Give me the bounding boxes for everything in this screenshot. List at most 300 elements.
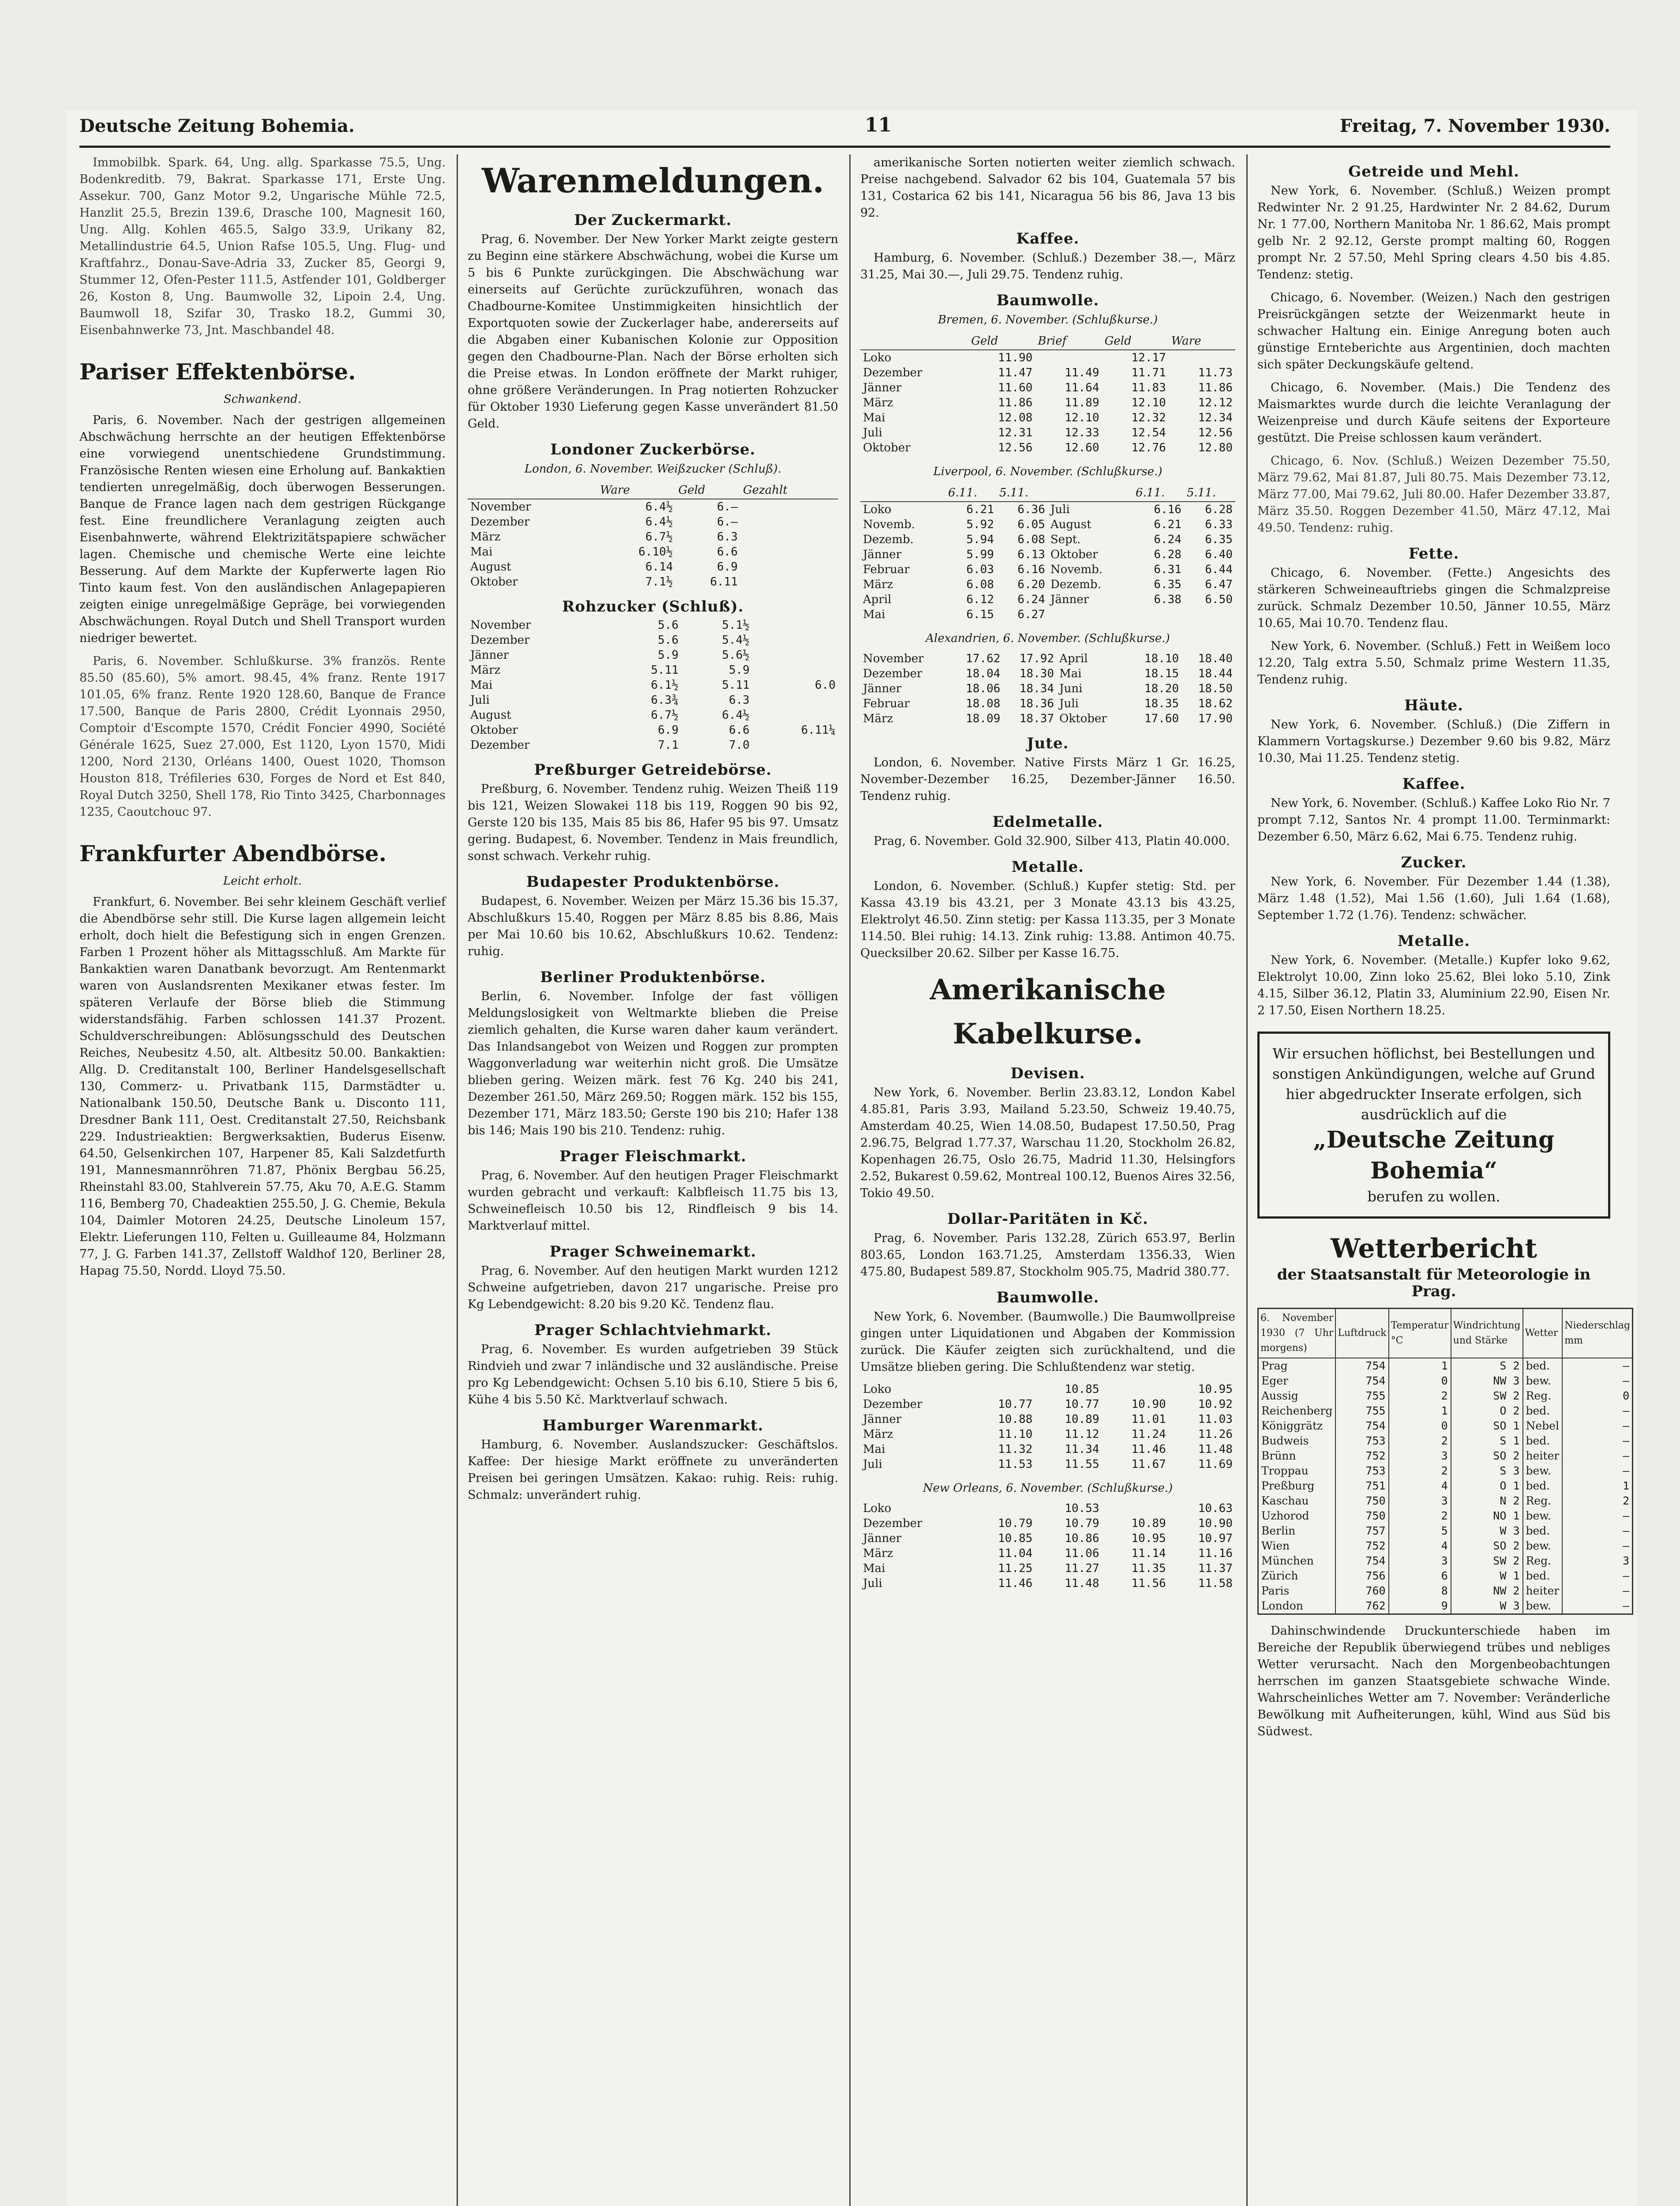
frankfurt-exchange-subheading: Leicht erholt. [223,874,302,888]
table-cell: März [863,396,893,409]
table-row [860,1382,1235,1397]
table-cell: 6.38 [1154,593,1181,606]
table-cell: S 3 [1451,1463,1523,1478]
table-cell: 6.40 [1205,548,1233,561]
table-row [468,499,838,514]
table-header-cell: Luftdruck [1335,1309,1388,1358]
table-row [1258,1403,1633,1418]
table-cell [752,663,838,678]
table-header-cell: Geld [968,333,1035,350]
table-cell [740,559,838,574]
table-cell: 5.1½ [722,619,750,632]
table-cell: 6.35 [1205,533,1233,546]
table-cell: 11.48 [1198,1443,1233,1456]
table-cell: 18.50 [1198,682,1233,695]
table-cell: 6.33 [1205,518,1233,531]
table-cell: 11.46 [1131,1443,1166,1456]
table-cell: London [1258,1598,1336,1614]
budapest-heading: Budapester Produktenbörse. [526,873,780,891]
table-row [468,544,838,559]
table-row [468,648,838,663]
table-header-cell: Temperatur °C [1389,1309,1451,1358]
table-row [468,529,838,544]
table-cell: Oktober [470,575,518,589]
table-cell: 6.35 [1154,578,1181,591]
table-cell: bed. [1523,1358,1563,1373]
table-row [860,1501,1235,1516]
table-cell: Nebel [1523,1418,1563,1433]
table-cell: 18.08 [966,697,1001,710]
table-cell: 6.4½ [645,500,673,514]
table-row [1258,1448,1633,1463]
alexandria-subheading: Alexandrien, 6. November. (Schlußkurse.) [926,632,1170,645]
cotton-heading: Baumwolle. [996,292,1099,309]
ny-sugar-report: New York, 6. November. Für Dezember 1.44 (1.38), März 1.48 (1.52), Mai 1.56 (1.60), Juli 1.64 (1.68), September 1.72 (1.76). Tendenz: schwächer. [1257,875,1610,922]
chicago-wheat-report: Chicago, 6. November. (Weizen.) Nach den gestrigen Preisrückgängen setzte der Weizenmarkt heute in schwacher Haltung ein. Einige Anregung boten auch günstige Ernteberichte aus Argentinien, doch machten sich später Deckungskäufe geltend. [1257,291,1610,371]
chicago-quotes: Chicago, 6. Nov. (Schluß.) Weizen Dezember 75.50, März 79.62, Mai 81.87, Juli 80.75. Mais Dezember 73.12, März 77.00, Mai 79.62, Juli 80.00. Hafer Dezember 33.87, März 35.50. Roggen Dezember 41.50, März 47.12, Mai 49.50. Tendenz: ruhig. [1257,454,1610,535]
table-cell: 0 [1562,1388,1632,1403]
table-cell: 12.32 [1131,411,1166,424]
american-coffee-note: amerikanische Sorten notierten weiter ziemlich schwach. Preise nachgebend. Salvador 62 bis 104, Guatemala 57 bis 131, Costarica 62 bis 141, Nicaragua 56 bis 86, Java 13 bis 92. [860,156,1235,220]
table-cell: 6.13 [1017,548,1045,561]
table-cell: Dezember [470,739,530,752]
table-cell: Mai [863,411,885,424]
table-row [1258,1433,1633,1448]
notice-newspaper-name: „Deutsche Zeitung Bohemia“ [1313,1126,1555,1184]
coffee-heading: Kaffee. [1016,230,1080,248]
table-cell: 10.95 [1131,1532,1166,1545]
table-cell: — [1562,1418,1632,1433]
cable-rates-heading: Amerikanische Kabelkurse. [930,973,1166,1050]
table-cell: Juli [470,694,490,707]
raw-sugar-heading: Rohzucker (Schluß). [562,598,744,615]
table-cell: 18.06 [966,682,1001,695]
table-cell: 18.04 [966,667,1001,680]
table-cell: 7.1½ [645,575,673,589]
table-cell: 11.73 [1198,366,1233,379]
table-cell: bew. [1523,1598,1563,1614]
table-cell [968,1501,1035,1516]
table-cell: 10.79 [998,1517,1033,1530]
table-cell: 11.16 [1198,1547,1233,1560]
london-sugar-subheading: London, 6. November. Weißzucker (Schluß). [524,462,782,476]
table-cell [1133,607,1184,622]
table-cell: 5.6 [658,619,679,632]
table-cell: Jänner [863,381,902,394]
table-cell: Februar [863,563,910,576]
table-cell: 6.6 [717,545,738,559]
table-cell: 17.60 [1144,712,1179,725]
table-cell: Jänner [863,548,902,561]
table-row [860,651,1235,666]
table-cell: 10.85 [1065,1383,1099,1396]
table-cell: 0 [1389,1418,1451,1433]
table-row [468,618,838,633]
table-cell: NW 3 [1451,1373,1523,1388]
table-cell: Juli [863,426,882,439]
table-row [1258,1568,1633,1583]
table-cell: 5.94 [966,533,994,546]
table-cell: 751 [1335,1478,1388,1493]
table-cell: 11.64 [1065,381,1099,394]
table-cell: 10.89 [1131,1517,1166,1530]
table-row [1258,1508,1633,1523]
paris-exchange-heading: Pariser Effektenbörse. [79,359,356,385]
table-cell: 11.58 [1198,1577,1233,1590]
table-row [860,607,1235,622]
table-row [860,532,1235,547]
weather-subheading: der Staatsanstalt für Meteorologie in Prag. [1277,1266,1591,1300]
liverpool-subheading: Liverpool, 6. November. (Schlußkurse.) [933,465,1162,478]
table-row [468,708,838,723]
table-cell [740,529,838,544]
table-row [860,1442,1235,1457]
table-cell: bed. [1523,1523,1563,1538]
bremen-subheading: Bremen, 6. November. (Schlußkurse.) [938,313,1158,326]
table-cell: 11.90 [998,351,1033,364]
table-cell: 752 [1335,1538,1388,1553]
table-cell: August [470,709,511,722]
table-cell [1184,607,1235,622]
table-cell: Königgrätz [1258,1418,1336,1433]
table-cell: 18.35 [1144,697,1179,710]
table-cell: Loko [863,503,892,516]
table-header-cell: Niederschlag mm [1562,1309,1632,1358]
precious-metals-heading: Edelmetalle. [992,813,1103,831]
table-row [468,514,838,529]
table-cell: Jänner [470,649,509,662]
table-cell: 12.33 [1065,426,1099,439]
table-cell: Loko [863,1383,892,1396]
table-cell: Mai [863,1443,885,1456]
table-cell: O 1 [1451,1478,1523,1493]
table-cell: 6.08 [1017,533,1045,546]
table-cell: Paris [1258,1583,1336,1598]
table-header-cell: Ware [1169,333,1235,350]
column-2 [468,154,838,2206]
column-3 [860,154,1235,2206]
table-cell: 1 [1562,1478,1632,1493]
table-cell: Juli [863,1577,882,1590]
table-cell: 3 [1562,1553,1632,1568]
table-cell: 6.28 [1205,503,1233,516]
table-cell: Eger [1258,1373,1336,1388]
table-row [1258,1598,1633,1614]
table-cell: 3 [1389,1448,1451,1463]
table-cell: — [1562,1358,1632,1373]
table-cell: 6.— [717,515,738,529]
table-cell: Juni [1059,682,1083,695]
table-cell: 5 [1389,1523,1451,1538]
table-row [860,681,1235,696]
table-cell: 6.03 [966,563,994,576]
frankfurt-exchange-heading: Frankfurter Abendbörse. [79,840,387,867]
table-cell: 750 [1335,1493,1388,1508]
table-cell: 12.12 [1198,396,1233,409]
sugar-market-heading: Der Zuckermarkt. [574,211,732,229]
table-cell: bed. [1523,1433,1563,1448]
column-1 [79,154,446,2206]
table-header-cell [468,482,597,499]
table-cell: 18.40 [1198,652,1233,665]
table-cell: NW 2 [1451,1583,1523,1598]
table-cell: 6.3¾ [651,694,679,707]
table-row [468,559,838,574]
table-cell [1102,1501,1169,1516]
table-cell: O 2 [1451,1403,1523,1418]
table-row [860,547,1235,562]
table-cell: 10.63 [1198,1502,1233,1515]
newspaper-page [66,110,1637,2206]
issue-date: Freitag, 7. November 1930. [1339,116,1610,136]
table-cell: 12.56 [998,441,1033,454]
table-cell: Oktober [863,441,911,454]
pressburg-heading: Preßburger Getreidebörse. [534,761,772,779]
table-cell: 2 [1389,1388,1451,1403]
table-cell [740,499,838,514]
table-row [468,574,838,589]
goods-reports-heading: Warenmeldungen. [481,161,825,200]
table-row [860,711,1235,726]
table-cell: 12.80 [1198,441,1233,454]
table-cell: Jänner [863,1413,902,1426]
table-cell: NO 1 [1451,1508,1523,1523]
table-cell: 11.56 [1131,1577,1166,1590]
dollar-parity-report: Prag, 6. November. Paris 132.28, Zürich 653.97, Berlin 803.65, London 163.71.25, Amsterdam 1356.33, Wien 475.80, Budapest 589.87, Stockholm 905.75, Madrid 380.77. [860,1231,1235,1279]
table-cell: 6.44 [1205,563,1233,576]
table-cell: Februar [863,697,910,710]
table-cell: 11.24 [1131,1428,1166,1441]
table-cell: Reg. [1523,1493,1563,1508]
table-cell: 6.14 [645,560,673,574]
paris-exchange-report: Paris, 6. November. Nach der gestrigen allgemeinen Abschwächung herrschte an der heutigen Effektenbörse eine vorwiegend unentschiedene Grundstimmung. Französische Renten wiesen eine Erholung auf. Bankaktien tendierten unregelmäßig, doch überwogen Besserungen. Banque de France lagen nach dem gestrigen Rückgange fest. Eine freundlichere Veranlagung zeigten auch Eisenbahnwerte, während Elektrizitätspapiere schwächer lagen. Chemische und chemische Werte eine leichte Besserung. Auf dem Markte der Kupferwerte lagen Rio Tinto kaum fest. Von den ausländischen Anlagepapieren zeigten einige unregelmäßige Gepräge, bei vorwiegenden Abschwächungen. Royal Dutch und Shell Transport wurden niedriger bewertet. [79,413,446,645]
table-cell: 10.97 [1198,1532,1233,1545]
table-header-cell: 6. November 1930 (7 Uhr morgens) [1258,1309,1336,1358]
table-cell: 10.92 [1198,1398,1233,1411]
table-cell: 18.20 [1144,682,1179,695]
table-cell: 2 [1389,1433,1451,1448]
table-cell: 6.24 [1017,593,1045,606]
table-row [860,666,1235,681]
table-cell: 756 [1335,1568,1388,1583]
table-cell: 762 [1335,1598,1388,1614]
table-cell [1102,1382,1169,1397]
table-cell: 5.11 [722,679,750,692]
table-cell: 754 [1335,1553,1388,1568]
table-row [860,425,1235,440]
table-cell: 18.15 [1144,667,1179,680]
table-cell: 11.86 [998,396,1033,409]
cattle-market-report: Prag, 6. November. Es wurden aufgetrieben 39 Stück Rindvieh und zwar 7 inländische und 32 ausländische. Preise pro Kg Lebendgewicht: Ochsen 5.10 bis 6.10, Stiere 5 bis 6, Kühe 4 bis 5.50 Kč. Marktverlauf schwach. [468,1343,838,1407]
table-cell: bew. [1523,1508,1563,1523]
table-cell: Juli [863,1458,882,1471]
table-row [860,562,1235,577]
table-cell: 6.4½ [645,515,673,529]
table-cell: 6.24 [1154,533,1181,546]
table-cell [752,693,838,708]
table-cell: 11.67 [1131,1458,1166,1471]
table-row [468,633,838,648]
table-header-cell: 5.11. [1184,484,1235,502]
table-row [1258,1523,1633,1538]
table-header-cell: Ware [597,482,675,499]
table-cell: März [863,1428,893,1441]
table-cell: 18.30 [1019,667,1054,680]
precious-metals-report: Prag, 6. November. Gold 32.900, Silber 413, Platin 40.000. [874,834,1230,848]
table-cell: April [863,593,892,606]
weather-heading: Wetterbericht [1330,1233,1538,1264]
table-cell: 11.89 [1065,396,1099,409]
table-cell: 760 [1335,1583,1388,1598]
meat-market-heading: Prager Fleischmarkt. [559,1148,746,1165]
table-cell: Reg. [1523,1553,1563,1568]
table-cell [752,738,838,753]
table-cell: 6.08 [966,578,994,591]
table-row [860,395,1235,410]
table-cell: 6.9 [717,560,738,574]
ny-coffee-report: New York, 6. November. (Schluß.) Kaffee Loko Rio Nr. 7 prompt 7.12, Santos Nr. 4 prompt 11.00. Terminmarkt: Dezember 6.50, März 6.62, Mai 6.75. Tendenz ruhig. [1257,796,1610,844]
table-cell: 18.62 [1198,697,1233,710]
table-row [860,1457,1235,1472]
table-cell: 6.3 [717,530,738,544]
table-cell: Dezemb. [1050,578,1101,591]
table-cell: Dezember [863,667,922,680]
table-cell: 1 [1389,1403,1451,1418]
notice-closing: berufen zu wollen. [1367,1188,1500,1205]
table-header-cell: Geld [675,482,740,499]
table-row [468,693,838,708]
table-cell: 6.50 [1205,593,1233,606]
budapest-report: Budapest, 6. November. Weizen per März 15.36 bis 15.37, Abschlußkurs 15.40, Roggen per März 8.85 bis 8.86, Mais per Mai 10.60 bis 10.62, Abschlußkurs 10.62. Tendenz: ruhig. [468,894,838,958]
table-cell: 6.7½ [645,530,673,544]
table-row [860,502,1235,517]
alexandria-table [860,651,1235,726]
ny-cotton-report: New York, 6. November. (Baumwolle.) Die Baumwollpreise gingen unter Liquidationen und Abgaben der Kommission zurück. Die Käufer zeigten sich zurückhaltend, und die Umsätze blieben gering. Die Schlußtendenz war stetig. [860,1310,1235,1374]
table-cell: W 3 [1451,1523,1523,1538]
table-cell: 10.90 [1198,1517,1233,1530]
table-cell: 5.92 [966,518,994,531]
table-row [1258,1463,1633,1478]
table-cell: 6.28 [1154,548,1181,561]
table-cell: April [1059,652,1088,665]
table-row [860,1546,1235,1561]
paris-exchange-quotes: Paris, 6. November. Schlußkurse. 3% französ. Rente 85.50 (85.60), 5% amort. 98.45, 4% franz. Rente 1917 101.05, 6% franz. Rente 1920 128.60, Banque de France 17.500, Banque de Paris 2800, Crédit Lyonnais 2950, Comptoir d'Escompte 1570, Crédit Foncier 4990, Société Générale 1625, Suez 27.000, Est 1120, Lyon 1570, Midi 1200, Nord 2130, Orléans 1400, Ouest 1020, Thomson Houston 818, Tréfileries 630, Forges de Nord et Est 840, Royal Dutch 3250, Shell 178, Rio Tinto 3425, Charbonnages 1235, Caoutchouc 97. [79,654,446,819]
table-cell: 17.90 [1198,712,1233,725]
table-cell: 754 [1335,1418,1388,1433]
table-cell: 10.90 [1131,1398,1166,1411]
table-cell: 0 [1389,1373,1451,1388]
table-cell: 11.71 [1131,366,1166,379]
table-cell: 11.37 [1198,1562,1233,1575]
table-header-cell [860,484,945,502]
table-cell: 754 [1335,1358,1388,1373]
grain-heading: Getreide und Mehl. [1348,163,1519,180]
weather-report: Dahinschwindende Druckunterschiede haben im Bereiche der Republik überwiegend trübes und nebliges Wetter verursacht. Nach den Morgenbeobachtungen herrschen im ganzen Staatsgebiete schwache Winde. Wahrscheinliches Wetter am 7. November: Veränderliche Bewölkung mit Aufheiterungen, kühl, Wind aus Süd bis Südwest. [1257,1624,1610,1738]
table-cell: 12.10 [1065,411,1099,424]
new-orleans-subheading: New Orleans, 6. November. (Schlußkurse.) [922,1482,1173,1495]
ny-metals-heading: Metalle. [1397,932,1470,950]
table-cell: Troppau [1258,1463,1336,1478]
table-cell: W 3 [1451,1598,1523,1614]
table-row [860,577,1235,592]
table-cell: 6 [1389,1568,1451,1583]
table-cell: Dezember [863,366,922,379]
table-cell: 11.83 [1131,381,1166,394]
table-row [860,380,1235,395]
table-cell: 6.20 [1017,578,1045,591]
table-cell: Preßburg [1258,1478,1336,1493]
table-row [468,738,838,753]
ny-cotton-heading: Baumwolle. [996,1289,1099,1306]
table-header-cell [1048,484,1133,502]
metals-report: London, 6. November. (Schluß.) Kupfer stetig: Std. per Kassa 43.19 bis 43.21, per 3 Monate 43.13 bis 43.25, Elektrolyt 46.50. Zinn stetig: per Kassa 113.35, per 3 Monate 114.50. Blei ruhig: 14.13. Zink ruhig: 13.88. Antimon 40.75. Quecksilber 20.62. Silber per Kasse 16.75. [860,879,1235,960]
table-cell: N 2 [1451,1493,1523,1508]
table-cell: 753 [1335,1463,1388,1478]
table-header-cell: 6.11. [1133,484,1184,502]
table-cell: 11.25 [998,1562,1033,1575]
table-cell: 753 [1335,1433,1388,1448]
table-cell: Zürich [1258,1568,1336,1583]
table-cell: 6.16 [1017,563,1045,576]
table-cell: 6.31 [1154,563,1181,576]
table-cell: 757 [1335,1523,1388,1538]
table-cell: 6.6 [729,724,750,737]
sugar-market-report: Prag, 6. November. Der New Yorker Markt zeigte gestern zu Beginn eine stärkere Abschwächung, wobei die Kurse um 5 bis 6 Punkte zurückgingen. Die Abschwächung war einerseits auf Gerüchte zurückzuführen, wonach das Chadbourne-Komitee Unstimmigkeiten hinsichtlich der Exportquoten sowie der Zuckerlager habe, andererseits auf die Abgaben einer Kubanischen Kolonie zur Opposition gegen den Chadbourne-Plan. Nach der Börse erholten sich die Preise etwas. In London eröffnete der Markt ruhiger, ohne größere Veränderungen. In Prag notierten Rohzucker für Oktober 1930 Lieferung gegen Kasse unverändert 81.50 Geld. [468,233,838,431]
table-cell: 1 [1389,1358,1451,1373]
table-cell: 11.60 [998,381,1033,394]
table-cell: bew. [1523,1463,1563,1478]
table-cell: 12.54 [1131,426,1166,439]
pig-market-heading: Prager Schweinemarkt. [549,1243,757,1261]
table-cell: bed. [1523,1568,1563,1583]
jute-report: London, 6. November. Native Firsts März 1 Gr. 16.25, November-Dezember 16.25, Dezember-Jänner 16.50. Tendenz ruhig. [860,756,1235,803]
table-row [860,1412,1235,1427]
table-header-cell [860,333,968,350]
table-cell: 750 [1335,1508,1388,1523]
table-cell: 18.37 [1019,712,1054,725]
table-cell: Dezember [863,1398,922,1411]
table-cell: 18.09 [966,712,1001,725]
table-cell: 11.27 [1065,1562,1099,1575]
ny-metals-report: New York, 6. November. (Metalle.) Kupfer loko 9.62, Elektrolyt 10.00, Zinn loko 25.62, Blei loko 5.10, Zink 4.15, Silber 36.12, Platin 33, Aluminium 22.90, Eisen Nr. 2 17.50, Eisen Northern 18.25. [1257,953,1610,1017]
table-cell: — [1562,1448,1632,1463]
table-cell: SO 2 [1451,1538,1523,1553]
table-cell: November [863,652,924,665]
table-cell: bed. [1523,1478,1563,1493]
table-cell: Jänner [1050,593,1089,606]
table-cell: bed. [1523,1403,1563,1418]
table-row [860,1561,1235,1576]
table-cell: 18.10 [1144,652,1179,665]
table-cell: Novemb. [863,518,915,531]
table-cell: 6.21 [966,503,994,516]
bremen-table [860,333,1235,455]
table-cell: 11.86 [1198,381,1233,394]
table-cell: 12.56 [1198,426,1233,439]
table-cell: 11.06 [1065,1547,1099,1560]
table-cell: — [1562,1373,1632,1388]
subscription-notice [1257,1032,1610,1219]
table-cell: November [470,619,531,632]
table-cell: 4 [1389,1478,1451,1493]
notice-text: Wir ersuchen höflichst, bei Bestellungen und sonstigen Ankündigungen, welche auf Grund hier abgedruckter Inserate erfolgen, sich ausdrücklich auf die [1272,1045,1595,1123]
table-cell: 6.12 [966,593,994,606]
table-cell: November [470,500,531,514]
table-cell: 5.4½ [722,634,750,647]
table-cell: 6.11 [710,575,738,589]
table-row [1258,1493,1633,1508]
chicago-maize-report: Chicago, 6. November. (Mais.) Die Tendenz des Maismarktes wurde durch die leichte Veranlagung der Weizenpreise und durch Käufe seitens der Exporteure gestützt. Die Preise schlossen kaum verändert. [1257,381,1610,445]
